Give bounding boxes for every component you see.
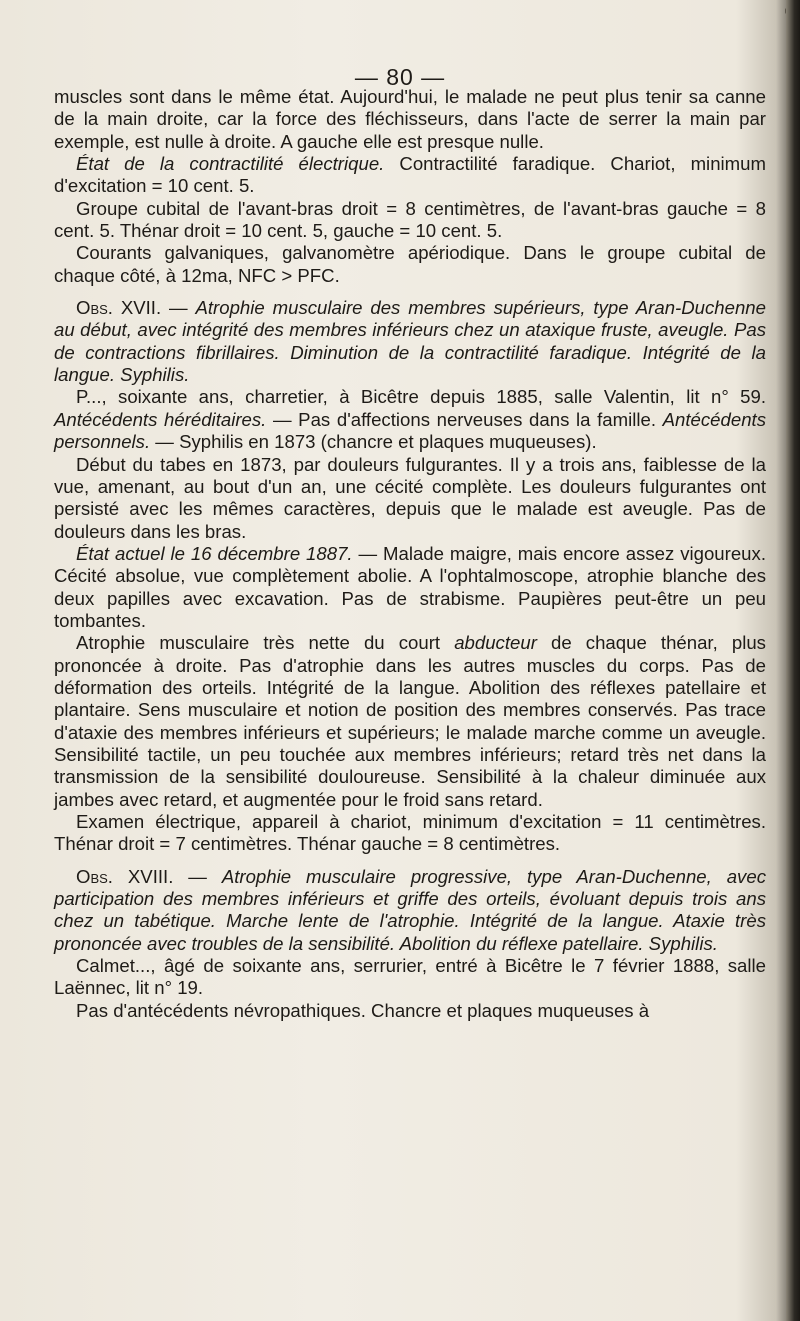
paragraph-text: — Malade maigre, mais encore assez vigoureux. Cécité absolue, vue complètement abolie. A l'ophtalmoscope, atrophie blanche des deux papilles avec excavation. Pas de strabisme. Paupières peut-être un peu tombantes. [54, 542, 766, 631]
paragraph-cubital-group [54, 198, 766, 243]
paragraph-electrical-state [54, 153, 766, 198]
paragraph-current-state [54, 543, 766, 632]
paragraph-text: Calmet..., âgé de soixante ans, serrurier, entré à Bicêtre le 7 février 1888, salle Laënnec, lit n° 19. [54, 955, 766, 999]
paragraph-italic-term: Antécédents personnels. [54, 408, 767, 453]
paragraph-text: Pas d'antécédents névropathiques. Chancre et plaques muqueuses à [76, 999, 650, 1021]
paragraph-text: Contractilité faradique. Chariot, minimum d'excitation = 10 cent. 5. [54, 153, 766, 197]
paragraph-patient-history [54, 386, 766, 453]
observation-title: Atrophie musculaire progressive, type Aran-Duchenne, avec participation des membres inférieurs et griffe des orteils, évoluant depuis trois ans chez un tabétique. Marche lente de l'atrophie. Intégrité de la langue. Ataxie très prononcée avec troubles de la sensibilité. Abolition du réflexe patellaire. Syphilis. [54, 865, 766, 954]
page-binding-edge [786, 0, 800, 1321]
observation-heading-xvii [54, 297, 766, 386]
paragraph-text: muscles sont dans le même état. Aujourd'hui, le malade ne peut plus tenir sa canne de la main droite, car la force des fléchisseurs, dans l'acte de serrer la main par exemple, est nulle à droite. A gauche elle est presque nulle. [54, 86, 766, 152]
paragraph-electrical-exam [54, 811, 766, 856]
paragraph-galvanic-currents [54, 242, 766, 287]
paragraph-italic-lead: État actuel le 16 décembre 1887. [76, 542, 353, 564]
paragraph-patient-calmet [54, 955, 766, 1000]
paragraph-text: P..., soixante ans, charretier, à Bicêtre depuis 1885, salle Valentin, lit n° 59. [76, 386, 766, 408]
paragraph-text: Courants galvaniques, galvanomètre apériodique. Dans le groupe cubital de chaque côté, à 12ma, NFC > PFC. [54, 242, 766, 286]
observation-label: Obs. XVIII. — [76, 865, 222, 887]
observation-label: Obs. XVII. — [76, 297, 196, 319]
paragraph-continuation [54, 86, 766, 153]
paragraph-text: Groupe cubital de l'avant-bras droit = 8 centimètres, de l'avant-bras gauche = 8 cent. 5. Thénar droit = 10 cent. 5, gauche = 10 cent. 5. [54, 197, 766, 242]
observation-title: Atrophie musculaire des membres supérieurs, type Aran-Duchenne au début, avec intégrité des membres inférieurs chez un ataxique fruste, aveugle. Pas de contractions fibrillaires. Diminution de la contractilité faradique. Intégrité de la langue. Syphilis. [54, 297, 766, 386]
paragraph-text: de chaque thénar, plus prononcée à droite. Pas d'atrophie dans les autres muscles du corps. Pas de déformation des orteils. Intégrité de la langue. Abolition des réflexes patellaire et plantaire. Sens musculaire et notion de position des membres conservés. Pas trace d'ataxie des membres inférieurs et supérieurs; le malade marche comme un aveugle. Sensibilité tactile, un peu touchée aux membres inférieurs; retard très net dans la transmission de la sensibilité douloureuse. Sensibilité à la chaleur diminuée aux jambes avec retard, et augmentée pour le froid sans retard. [54, 632, 766, 810]
paragraph-muscular-atrophy [54, 632, 766, 811]
paragraph-text: — Syphilis en 1873 (chancre et plaques muqueuses). [150, 431, 597, 453]
paragraph-tabes-onset [54, 454, 766, 543]
paragraph-italic-term: Antécédents héréditaires. [54, 408, 267, 430]
observation-heading-xviii [54, 866, 766, 955]
paragraph-italic-term: abducteur [454, 632, 537, 654]
paragraph-italic-lead: État de la contractilité électrique. [76, 153, 385, 175]
paragraph-antecedents [54, 1000, 766, 1022]
paragraph-text: Début du tabes en 1873, par douleurs fulgurantes. Il y a trois ans, faiblesse de la vue, amenant, au bout d'un an, une cécité complète. Les douleurs fulgurantes ont persisté avec les mêmes caractères, depuis que le malade est aveugle. Pas de douleurs dans les bras. [54, 453, 766, 542]
page-number: — 80 — [354, 64, 446, 90]
paragraph-text: Examen électrique, appareil à chariot, minimum d'excitation = 11 centimètres. Thénar droit = 7 centimètres. Thénar gauche = 8 centimètres. [54, 811, 766, 855]
page-body [54, 86, 766, 1022]
paragraph-text: — Pas d'affections nerveuses dans la famille. [266, 408, 663, 430]
paragraph-text: Atrophie musculaire très nette du court [76, 632, 455, 654]
